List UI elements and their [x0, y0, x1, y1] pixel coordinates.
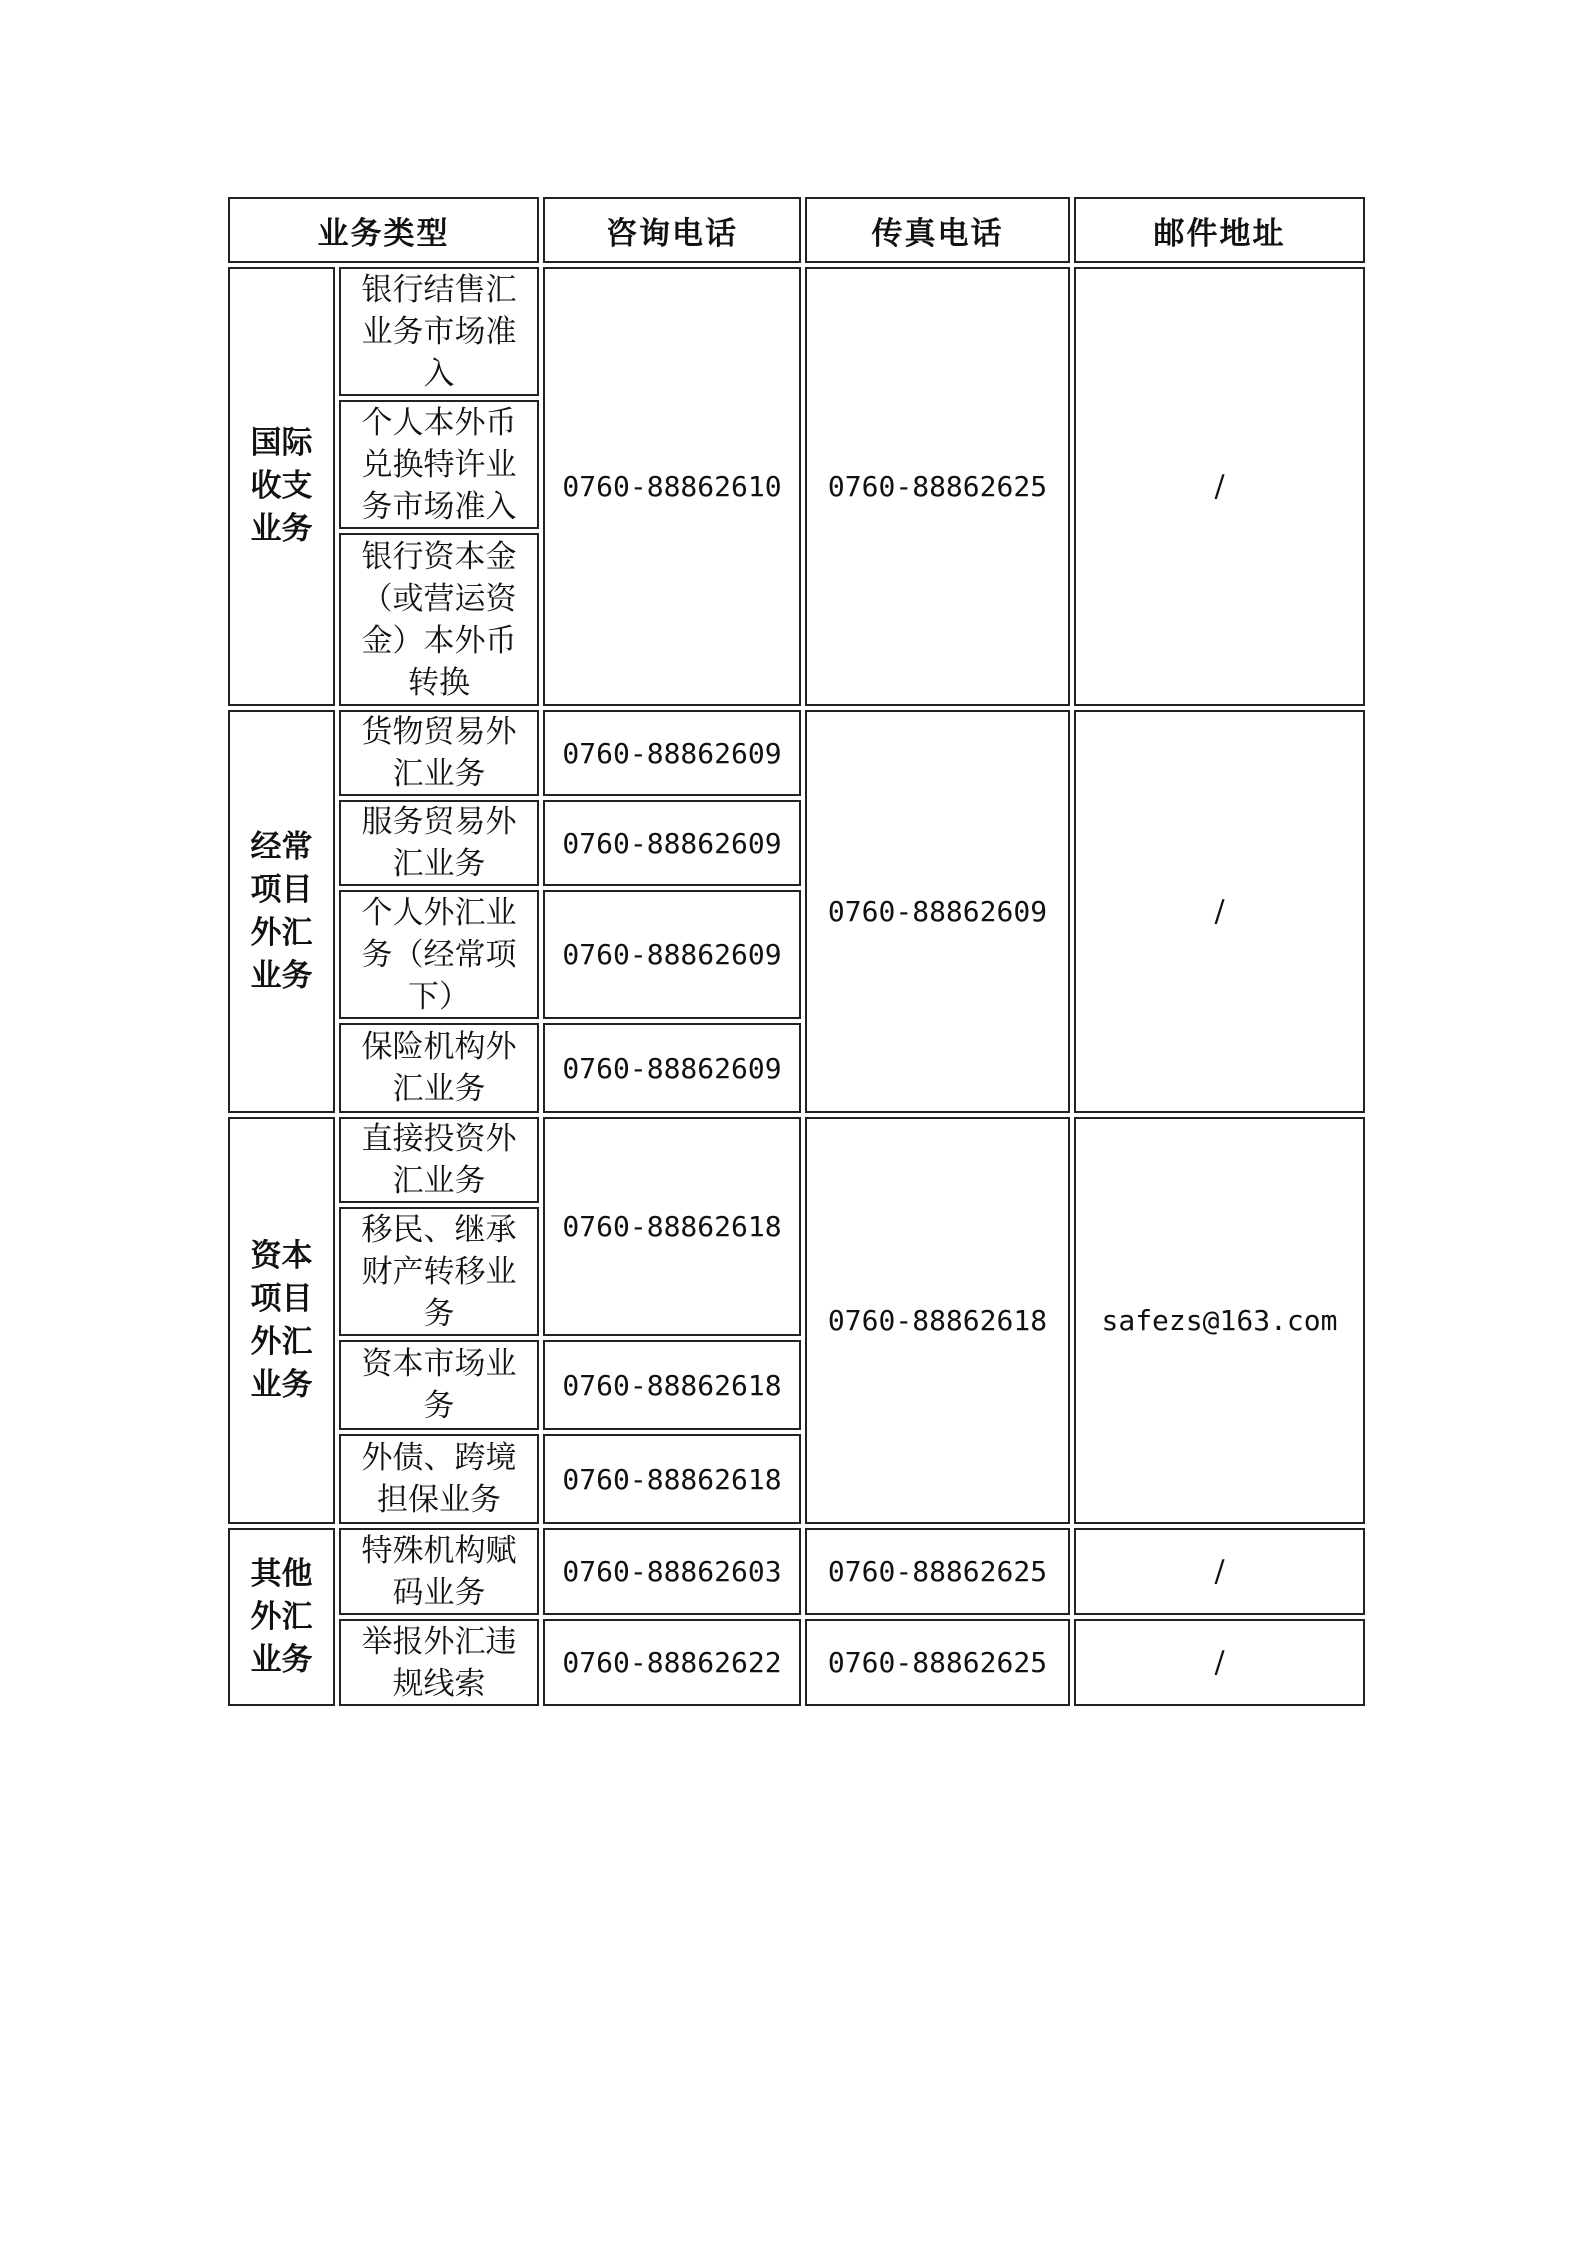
email-cell: [1074, 710, 1365, 1113]
category-cell: [228, 710, 335, 1113]
business-item-label: 个人本外币兑换特许业务市场准入: [361, 404, 517, 525]
business-item-cell: [339, 800, 539, 886]
fax-phone-value: 0760-88862625: [827, 1646, 1048, 1679]
business-item-cell: [339, 267, 539, 396]
header-business-type: [228, 197, 539, 263]
email-value: safezs@163.com: [1101, 1304, 1338, 1337]
email-cell: [1074, 1117, 1365, 1524]
category-cell: [228, 1528, 335, 1706]
email-value: /: [1214, 469, 1225, 504]
business-item-label: 银行结售汇业务市场准入: [361, 271, 517, 392]
fax-phone-cell: [805, 1117, 1070, 1524]
consult-phone-cell: [543, 890, 801, 1019]
category-label: 其他外汇业务: [250, 1555, 313, 1678]
consult-phone-value: 0760-88862618: [562, 1462, 782, 1496]
email-value: /: [1214, 1645, 1225, 1680]
consult-phone-value: 0760-88862618: [562, 1368, 782, 1402]
email-value: /: [1214, 1554, 1225, 1589]
consult-phone-value: 0760-88862609: [562, 736, 782, 770]
business-item-label: 特殊机构赋码业务: [361, 1532, 517, 1611]
header-email-label: 邮件地址: [1153, 215, 1286, 252]
category-label: 资本项目外汇业务: [250, 1237, 313, 1403]
business-item-label: 外债、跨境担保业务: [361, 1440, 517, 1518]
header-fax-phone-label: 传真电话: [871, 215, 1004, 252]
consult-phone-cell: [543, 1619, 801, 1706]
email-cell: [1074, 1528, 1365, 1615]
business-item-cell: [339, 1207, 539, 1336]
business-item-cell: [339, 710, 539, 796]
business-item-label: 服务贸易外汇业务: [361, 804, 517, 882]
consult-phone-value: 0760-88862609: [562, 1051, 782, 1085]
business-item-cell: [339, 1340, 539, 1430]
category-label: 经常项目外汇业务: [250, 828, 313, 994]
consult-phone-value: 0760-88862610: [562, 470, 782, 503]
business-item-label: 个人外汇业务（经常项下）: [361, 894, 517, 1015]
consult-phone-cell: [543, 1023, 801, 1113]
business-item-label: 移民、继承财产转移业务: [361, 1211, 517, 1332]
email-cell: [1074, 1619, 1365, 1706]
header-fax-phone: [805, 197, 1070, 263]
header-business-type-label: 业务类型: [317, 215, 450, 252]
business-item-label: 保险机构外汇业务: [361, 1029, 517, 1107]
fax-phone-cell: [805, 1619, 1070, 1706]
consult-phone-cell: [543, 800, 801, 886]
email-value: /: [1214, 894, 1225, 929]
consult-phone-value: 0760-88862609: [562, 826, 782, 860]
category-cell: [228, 267, 335, 706]
consult-phone-value: 0760-88862618: [562, 1210, 782, 1243]
business-item-cell: [339, 400, 539, 529]
fax-phone-value: 0760-88862625: [827, 470, 1048, 503]
business-item-cell: [339, 1528, 539, 1615]
consult-phone-value: 0760-88862622: [562, 1646, 782, 1679]
business-item-label: 银行资本金（或营运资金）本外币转换: [361, 538, 517, 701]
header-email: [1074, 197, 1365, 263]
consult-phone-cell: [543, 1434, 801, 1524]
fax-phone-cell: [805, 267, 1070, 706]
consult-phone-cell: [543, 710, 801, 796]
business-item-cell: [339, 1117, 539, 1203]
business-item-cell: [339, 890, 539, 1019]
consult-phone-cell: [543, 1528, 801, 1615]
header-consult-phone-label: 咨询电话: [606, 215, 738, 252]
consult-phone-cell: [543, 1117, 801, 1336]
consult-phone-value: 0760-88862603: [562, 1555, 782, 1588]
business-item-cell: [339, 1434, 539, 1524]
category-label: 国际收支业务: [250, 425, 313, 547]
consult-phone-value: 0760-88862609: [562, 938, 782, 971]
business-item-cell: [339, 533, 539, 706]
business-item-cell: [339, 1023, 539, 1113]
email-cell: [1074, 267, 1365, 706]
fax-phone-value: 0760-88862618: [827, 1304, 1048, 1337]
consult-phone-cell: [543, 1340, 801, 1430]
business-item-cell: [339, 1619, 539, 1706]
business-item-label: 资本市场业务: [361, 1346, 517, 1424]
business-item-label: 直接投资外汇业务: [361, 1121, 517, 1199]
category-cell: [228, 1117, 335, 1524]
business-item-label: 举报外汇违规线索: [361, 1623, 517, 1702]
fax-phone-value: 0760-88862625: [827, 1555, 1048, 1588]
fax-phone-cell: [805, 1528, 1070, 1615]
fax-phone-cell: [805, 710, 1070, 1113]
business-item-label: 货物贸易外汇业务: [361, 714, 517, 792]
header-consult-phone: [543, 197, 801, 263]
fax-phone-value: 0760-88862609: [827, 895, 1048, 928]
consult-phone-cell: [543, 267, 801, 706]
